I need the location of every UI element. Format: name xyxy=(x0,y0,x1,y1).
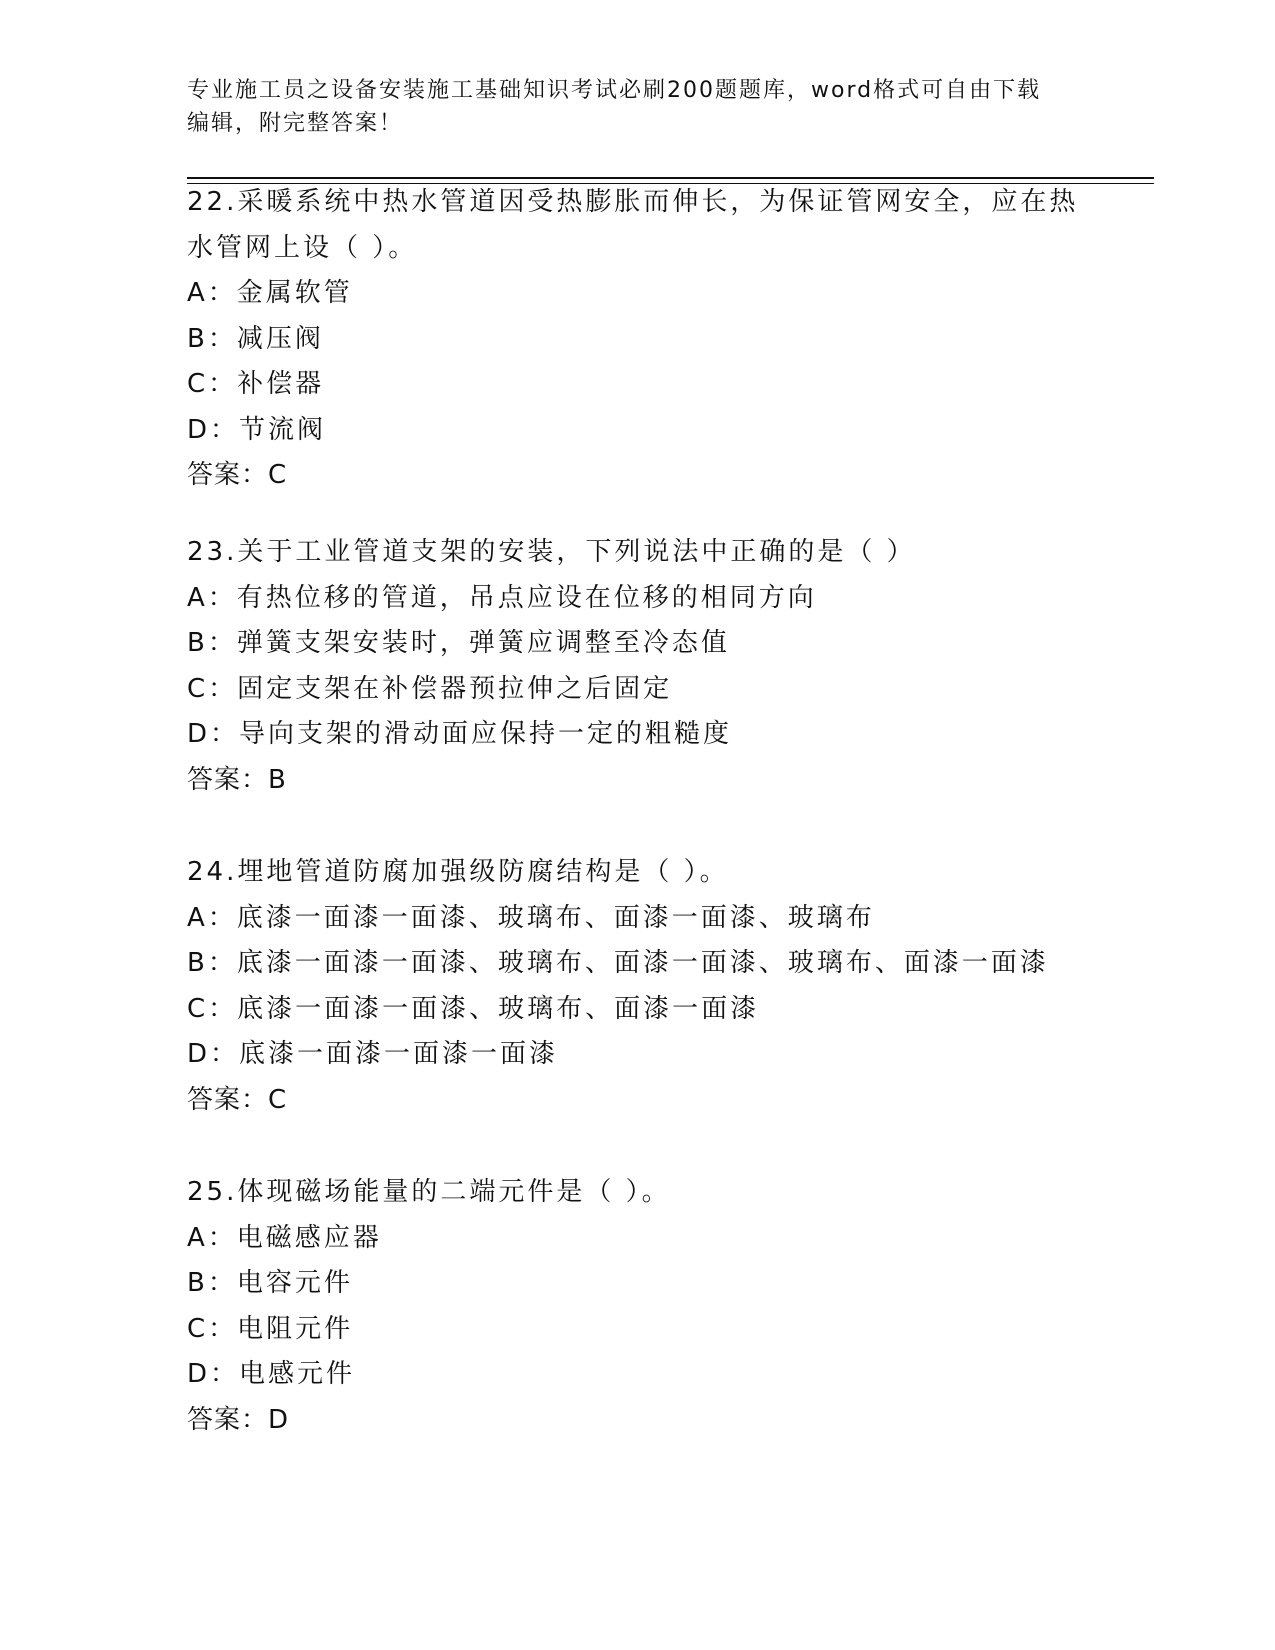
header-line-1: 专业施工员之设备安装施工基础知识考试必刷200题题库，word格式可自由下载 xyxy=(187,78,1042,103)
option-d: D：导向支架的滑动面应保持一定的粗糙度 xyxy=(187,719,733,749)
header-divider-thick xyxy=(187,177,1154,179)
option-c: C：固定支架在补偿器预拉伸之后固定 xyxy=(187,673,673,704)
option-d: D：节流阀 xyxy=(187,414,327,445)
answer-value: B xyxy=(268,764,287,795)
question-22 xyxy=(187,180,1147,499)
option-b: B：底漆一面漆一面漆、玻璃布、面漆一面漆、玻璃布、面漆一面漆 xyxy=(187,948,1049,978)
option-c: C：电阻元件 xyxy=(187,1313,354,1344)
option-d: D：电感元件 xyxy=(187,1359,356,1389)
answer-line xyxy=(187,1398,1147,1444)
answer-label: 答案： xyxy=(187,764,269,795)
answer-line xyxy=(187,1078,1147,1124)
question-stem-line: 25.体现磁场能量的二端元件是（ ）。 xyxy=(187,1177,671,1207)
header-line-2: 编辑，附完整答案！ xyxy=(187,111,404,136)
answer-value: D xyxy=(268,1404,290,1435)
question-24 xyxy=(187,850,1147,1123)
option-c: C：补偿器 xyxy=(187,369,325,399)
question-25 xyxy=(187,1170,1147,1443)
answer-label: 答案： xyxy=(187,1084,269,1115)
answer-value: C xyxy=(268,460,288,490)
question-23 xyxy=(187,530,1147,803)
question-stem-line: 22.采暖系统中热水管道因受热膨胀而伸长，为保证管网安全，应在热 xyxy=(187,187,1079,217)
answer-line xyxy=(187,758,1147,804)
document-header xyxy=(187,74,1087,140)
option-b: B：减压阀 xyxy=(187,323,324,354)
question-stem-line: 水管网上设（ ）。 xyxy=(187,232,418,263)
option-c: C：底漆一面漆一面漆、玻璃布、面漆一面漆 xyxy=(187,993,760,1024)
option-a: A：有热位移的管道，吊点应设在位移的相同方向 xyxy=(187,582,817,613)
question-stem-line: 24.埋地管道防腐加强级防腐结构是（ ）。 xyxy=(187,857,729,887)
answer-label: 答案： xyxy=(187,460,269,490)
question-stem-line: 23.关于工业管道支架的安装，下列说法中正确的是（ ） xyxy=(187,537,916,567)
option-a: A：金属软管 xyxy=(187,278,353,308)
option-a: A：底漆一面漆一面漆、玻璃布、面漆一面漆、玻璃布 xyxy=(187,902,875,933)
option-b: B：电容元件 xyxy=(187,1268,353,1298)
answer-label: 答案： xyxy=(187,1404,269,1435)
option-b: B：弹簧支架安装时，弹簧应调整至冷态值 xyxy=(187,628,730,658)
option-a: A：电磁感应器 xyxy=(187,1222,382,1253)
option-d: D：底漆一面漆一面漆一面漆 xyxy=(187,1039,559,1069)
answer-value: C xyxy=(268,1084,288,1115)
answer-line xyxy=(187,453,1147,499)
